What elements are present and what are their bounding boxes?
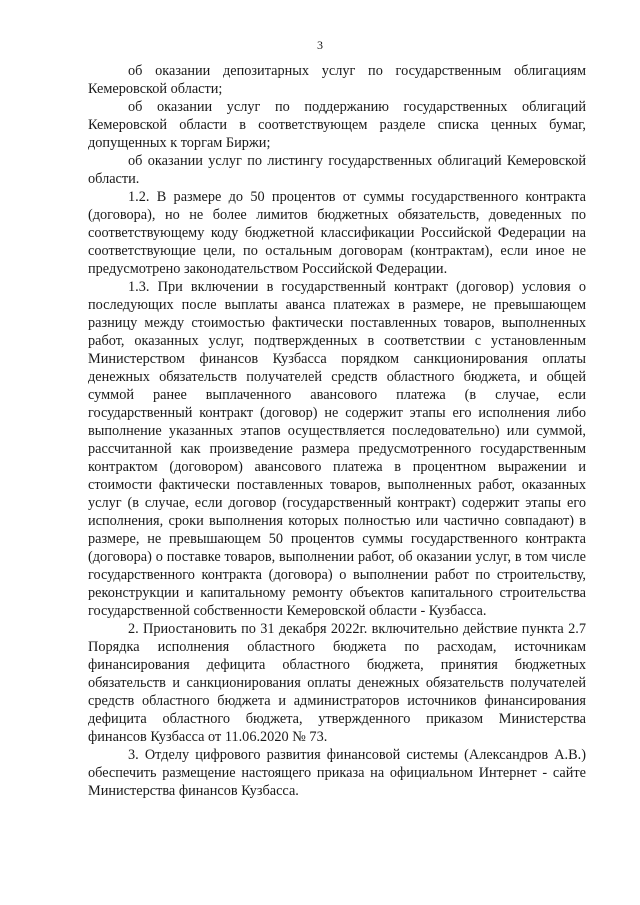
paragraph-clause-2: 2. Приостановить по 31 декабря 2022г. включительно действие пункта 2.7 Порядка исполнения областного бюджета по расходам, источникам финансирования дефицита областного бюджета, принятия бюджетных обязательств и санкционирования оплаты денежных обязательств получателей средств областного бюджета и администраторов источников финансирования дефицита областного бюджета, утвержденного приказом Министерства финансов Кузбасса от 11.06.2020 № 73. [88,621,586,745]
page-number: 3 [317,38,323,52]
paragraph-clause-1-2: 1.2. В размере до 50 процентов от суммы государственного контракта (договора), но не более лимитов бюджетных обязательств, доведенных по соответствующему коду бюджетной классификации Российской Федерации на соответствующие цели, по остальным договорам (контрактам), если иное не предусмотрено законодательством Российской Федерации. [88,189,586,277]
document-body [88,62,586,800]
paragraph-listing-services: об оказании услуг по листингу государственных облигаций Кемеровской области. [88,153,586,187]
paragraph-depositary-services: об оказании депозитарных услуг по государственным облигациям Кемеровской области; [88,63,586,97]
paragraph-clause-3: 3. Отделу цифрового развития финансовой системы (Александров А.В.) обеспечить размещение настоящего приказа на официальном Интернет - сайте Министерства финансов Кузбасса. [88,747,586,799]
paragraph-clause-1-3: 1.3. При включении в государственный контракт (договор) условия о последующих после выплаты аванса платежах в размере, не превышающем разницу между стоимостью фактически поставленных товаров, выполненных работ, оказанных услуг, подтвержденных в соответствии с установленным Министерством финансов Кузбасса порядком санкционирования оплаты денежных обязательств получателей средств областного бюджета, и общей суммой ранее выплаченного авансового платежа (в случае, если государственный контракт (договор) не содержит этапы его исполнения либо выполнение указанных этапов осуществляется последовательно) или суммой, рассчитанной как произведение размера предусмотренного государственным контрактом (договором) авансового платежа в процентном выражении и стоимости фактически поставленных товаров, выполненных работ, оказанных услуг (в случае, если договор (государственный контракт) содержит этапы его исполнения, сроки выполнения которых полностью или частично совпадают) в размере, не превышающем 50 процентов суммы государственного контракта (договора) о поставке товаров, выполнении работ, об оказании услуг, в том числе государственного контракта (договора) о выполнении работ по строительству, реконструкции и капитальному ремонту объектов капитального строительства государственной собственности Кемеровской области - Кузбасса. [88,279,586,619]
paragraph-bond-maintenance: об оказании услуг по поддержанию государственных облигаций Кемеровской области в соответствующем разделе списка ценных бумаг, допущенных к торгам Биржи; [88,99,586,151]
